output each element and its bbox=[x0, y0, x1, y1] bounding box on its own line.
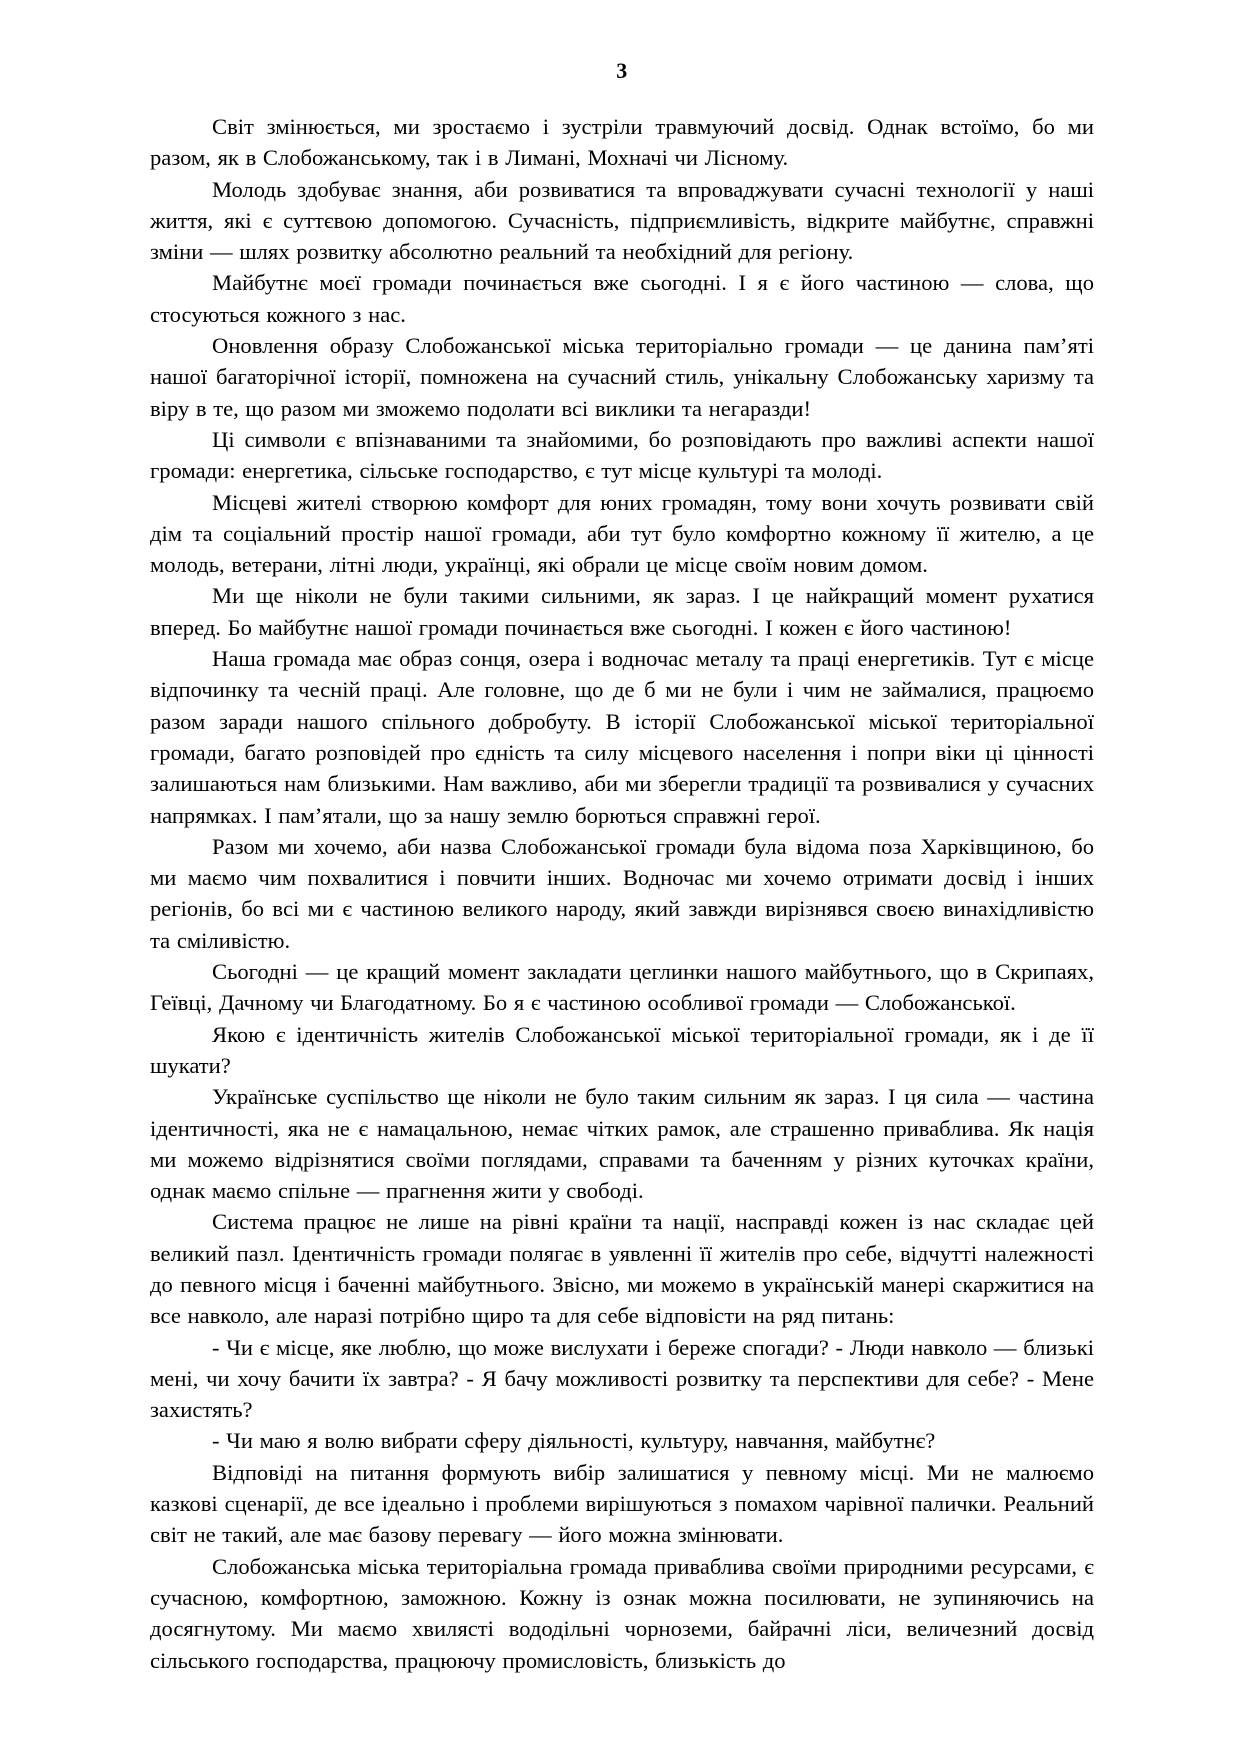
paragraph: Відповіді на питання формують вибір залишатися у певному місці. Ми не малюємо казкові сценарії, де все ідеально і проблеми вирішуються з помахом чарівної палички. Реальний світ не такий, але має базову перевагу — його можна змінювати. bbox=[150, 1459, 1094, 1548]
paragraph: Слобожанська міська територіальна громада приваблива своїми природними ресурсами, є сучасною, комфортною, заможною. Кожну із ознак можна посилювати, не зупиняючись на досягнутому. Ми маємо хвилясті вододільні чорноземи, байрачні ліси, величезний досвід сільського господарства, працюючу промисловість, близькість до bbox=[150, 1553, 1094, 1673]
page-number: 3 bbox=[616, 58, 628, 83]
paragraph: Оновлення образу Слобожанської міська територіально громади — це данина пам’яті нашої багаторічної історії, помножена на сучасний стиль, унікальну Слобожанську харизму та віру в те, що разом ми зможемо подолати всі виклики та негаразди! bbox=[150, 333, 1094, 421]
paragraph: Світ змінюється, ми зростаємо і зустріли травмуючий досвід. Однак встоїмо, бо ми разом, як в Слобожанському, так і в Лимані, Мохначі чи Лісному. bbox=[150, 114, 1094, 171]
paragraph: Українське суспільство ще ніколи не було таким сильним як зараз. І ця сила — частина ідентичності, яка не є намацальною, немає чітких рамок, але страшенно приваблива. Як нація ми можемо відрізнятися своїми поглядами, справами та баченням у різних куточках країни, однак маємо спільне — прагнення жити у свободі. bbox=[150, 1084, 1094, 1204]
paragraph: Якою є ідентичність жителів Слобожанської міської територіальної громади, як і де її шукати? bbox=[150, 1021, 1094, 1078]
paragraph: Ці символи є впізнаваними та знайомими, бо розповідають про важливі аспекти нашої громади: енергетика, сільське господарство, є тут місце культурі та молоді. bbox=[150, 426, 1094, 484]
paragraph: Разом ми хочемо, аби назва Слобожанської громади була відома поза Харківщиною, бо ми маємо чим похвалитися і повчити інших. Водночас ми хочемо отримати досвід і інших регіонів, бо всі ми є частиною великого народу, який завжди вирізнявся своєю винахідливістю та сміливістю. bbox=[150, 833, 1094, 953]
paragraph: Майбутнє моєї громади починається вже сьогодні. І я є його частиною — слова, що стосуються кожного з нас. bbox=[150, 270, 1094, 327]
paragraph: Система працює не лише на рівні країни та нації, насправді кожен із нас складає цей великий пазл. Ідентичність громади полягає в уявленні її жителів про себе, відчутті належності до певного місця і баченні майбутнього. Звісно, ми можемо в українській манері скаржитися на все навколо, але наразі потрібно щиро та для себе відповісти на ряд питань: bbox=[150, 1209, 1094, 1329]
paragraph: - Чи є місце, яке люблю, що може вислухати і береже спогади? - Люди навколо — близькі мені, чи хочу бачити їх завтра? - Я бачу можливості розвитку та перспективи для себе? - Мене захистять? bbox=[150, 1334, 1094, 1423]
document-body bbox=[150, 111, 1094, 1676]
paragraph: Сьогодні — це кращий момент закладати цеглинки нашого майбутнього, що в Скрипаях, Геївці, Дачному чи Благодатному. Бо я є частиною особливої громади — Слобожанської. bbox=[150, 959, 1094, 1016]
paragraph: Ми ще ніколи не були такими сильними, як зараз. І це найкращий момент рухатися вперед. Бо майбутнє нашої громади починається вже сьогодні. І кожен є його частиною! bbox=[150, 583, 1094, 640]
paragraph: Наша громада має образ сонця, озера і водночас металу та праці енергетиків. Тут є місце відпочинку та чесній праці. Але головне, що де б ми не були і чим не займалися, працюємо разом заради нашого спільного добробуту. В історії Слобожанської міської територіальної громади, багато розповідей про єдність та силу місцевого населення і попри віки ці цінності залишаються нам близькими. Нам важливо, аби ми зберегли традиції та розвивалися у сучасних напрямках. І пам’ятали, що за нашу землю борються справжні герої. bbox=[150, 646, 1094, 828]
paragraph: Молодь здобуває знання, аби розвиватися та впроваджувати сучасні технології у наші життя, які є суттєвою допомогою. Сучасність, підприємливість, відкрите майбутнє, справжні зміни — шлях розвитку абсолютно реальний та необхідний для регіону. bbox=[150, 176, 1094, 265]
paragraph: Місцеві жителі створюю комфорт для юних громадян, тому вони хочуть розвивати свій дім та соціальний простір нашої громади, аби тут було комфортно кожному її жителю, а це молодь, ветерани, літні люди, українці, які обрали це місце своїм новим домом. bbox=[150, 489, 1094, 578]
paragraph: - Чи маю я волю вибрати сферу діяльності, культуру, навчання, майбутнє? bbox=[212, 1428, 936, 1454]
